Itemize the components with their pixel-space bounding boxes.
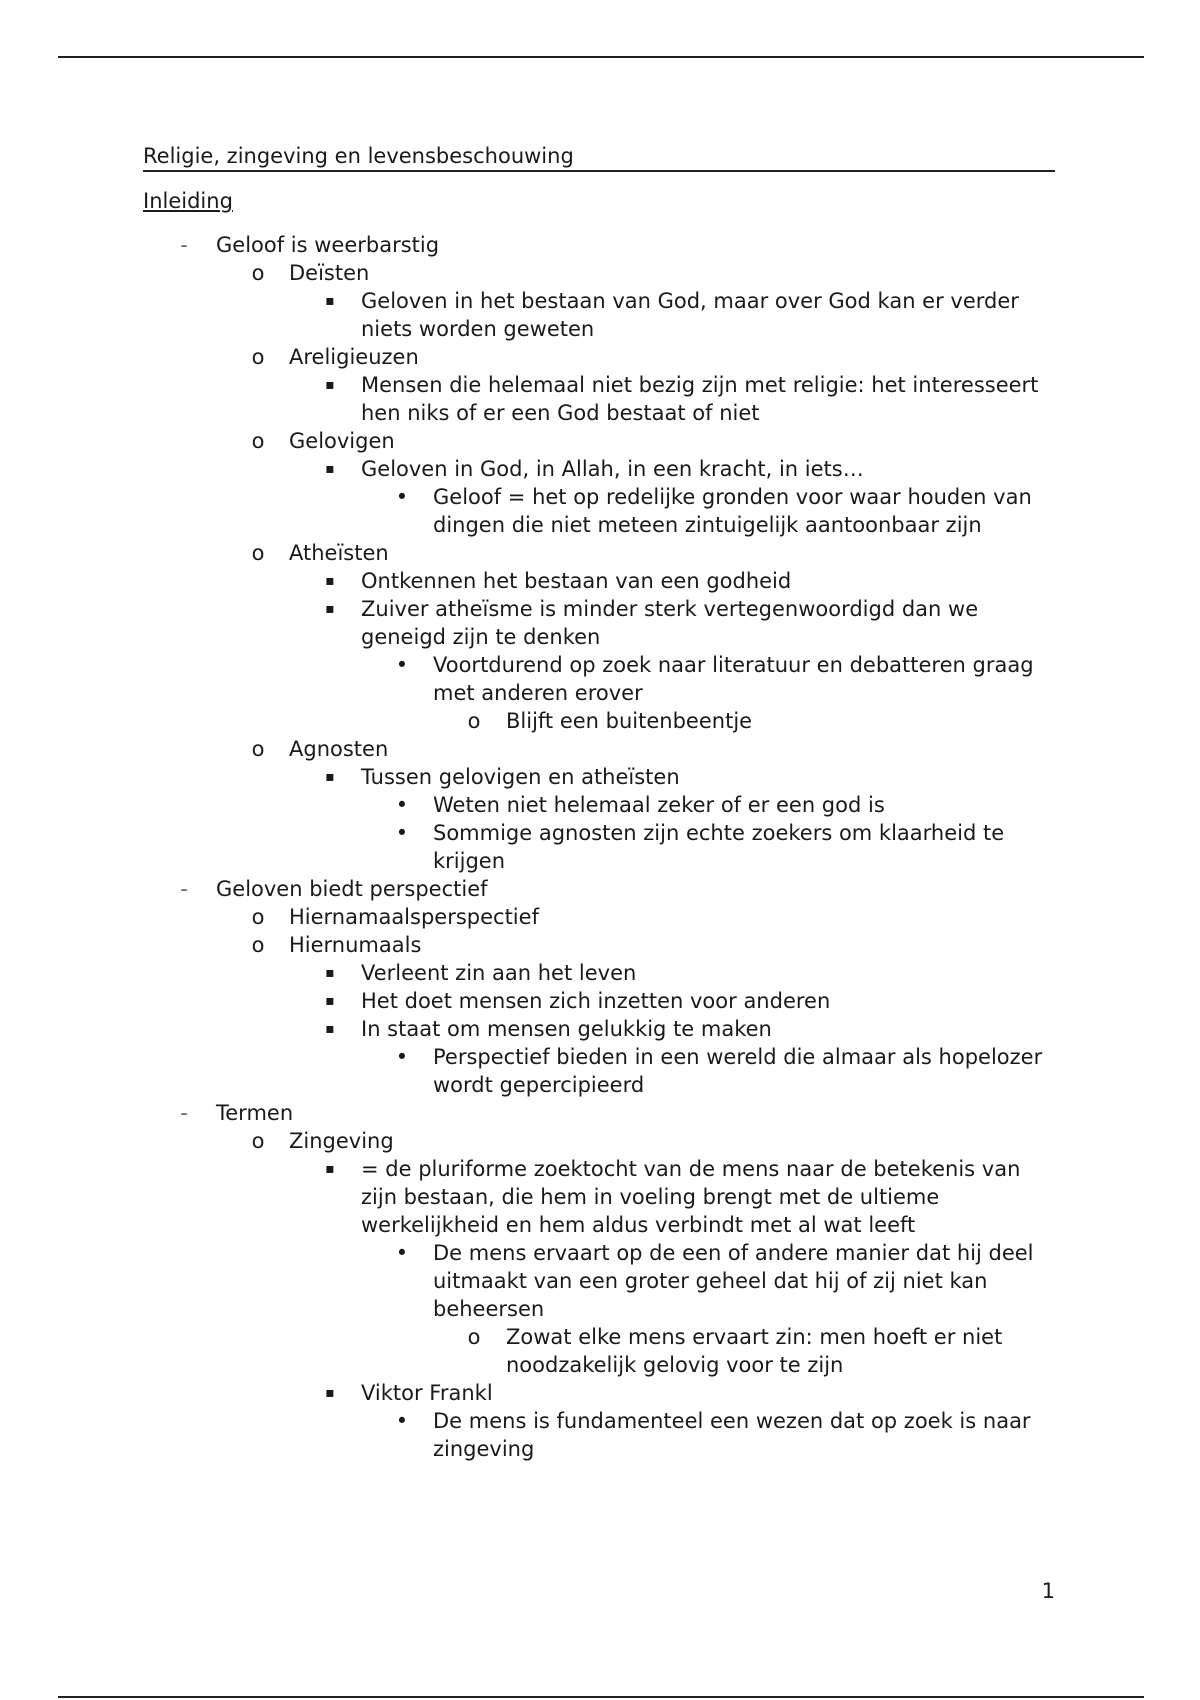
- outline-item: [0, 903, 1200, 931]
- outline-item: [0, 567, 1200, 595]
- outline-item-text: Geloof = het op redelijke gronden voor waar houden van dingen die niet meteen zintuigelijk aantoonbaar zijn: [433, 485, 1032, 537]
- outline-item-text: Zuiver atheïsme is minder sterk vertegenwoordigd dan we geneigd zijn te denken: [361, 597, 979, 649]
- outline-item: [0, 931, 1200, 959]
- outline-item-text: Hiernumaals: [289, 933, 422, 957]
- outline-item-text: Voortdurend op zoek naar literatuur en debatteren graag met anderen erover: [433, 653, 1034, 705]
- bullet-marker-icon: -: [180, 877, 188, 901]
- outline-item: [0, 427, 1200, 455]
- outline-item-text: Geloof is weerbarstig: [216, 233, 440, 257]
- outline-item: [0, 1043, 1200, 1099]
- bullet-marker-icon: ▪: [325, 1161, 335, 1177]
- outline-item-text: Perspectief bieden in een wereld die almaar als hopelozer wordt gepercipieerd: [433, 1045, 1043, 1097]
- outline-item: [0, 1127, 1200, 1155]
- header-rule: [58, 56, 1144, 58]
- bullet-marker-icon: o: [251, 541, 265, 565]
- bullet-marker-icon: ▪: [325, 769, 335, 785]
- outline-item: [0, 763, 1200, 791]
- bullet-marker-icon: o: [251, 261, 265, 285]
- outline-item: [0, 287, 1200, 343]
- outline-item: [0, 791, 1200, 819]
- outline-item: [0, 1323, 1200, 1379]
- outline-item-text: Agnosten: [289, 737, 389, 761]
- outline-item: [0, 371, 1200, 427]
- outline-item: [0, 735, 1200, 763]
- bullet-marker-icon: ▪: [325, 1385, 335, 1401]
- bullet-marker-icon: o: [251, 429, 265, 453]
- outline-item-text: Deïsten: [289, 261, 370, 285]
- outline-item: [0, 539, 1200, 567]
- outline-item-text: In staat om mensen gelukkig te maken: [361, 1017, 772, 1041]
- outline-item-text: Geloven in het bestaan van God, maar over God kan er verder niets worden geweten: [361, 289, 1019, 341]
- bullet-marker-icon: •: [395, 821, 409, 845]
- bullet-marker-icon: •: [395, 653, 409, 677]
- outline-item-text: = de pluriforme zoektocht van de mens naar de betekenis van zijn bestaan, die hem in voeling brengt met de ultieme werkelijkheid en hem aldus verbindt met al wat leeft: [361, 1157, 1021, 1237]
- outline-item-text: Termen: [216, 1101, 294, 1125]
- outline-item: [0, 1379, 1200, 1407]
- outline-item-text: De mens ervaart op de een of andere manier dat hij deel uitmaakt van een groter geheel dat hij of zij niet kan beheersen: [433, 1241, 1034, 1321]
- outline-item-text: Sommige agnosten zijn echte zoekers om klaarheid te krijgen: [433, 821, 1005, 873]
- footer-rule: [58, 1696, 1144, 1698]
- bullet-marker-icon: o: [251, 345, 265, 369]
- outline-item-text: Atheïsten: [289, 541, 389, 565]
- outline-item-text: Geloven biedt perspectief: [216, 877, 488, 901]
- outline-item: [0, 1015, 1200, 1043]
- bullet-marker-icon: ▪: [325, 377, 335, 393]
- bullet-marker-icon: -: [180, 233, 188, 257]
- bullet-marker-icon: o: [251, 1129, 265, 1153]
- outline-item: [0, 959, 1200, 987]
- outline-item: [0, 343, 1200, 371]
- bullet-marker-icon: ▪: [325, 993, 335, 1009]
- outline-item: [0, 231, 1200, 259]
- outline-item-text: Zowat elke mens ervaart zin: men hoeft er niet noodzakelijk gelovig voor te zijn: [506, 1325, 1003, 1377]
- outline-item: [0, 707, 1200, 735]
- bullet-marker-icon: •: [395, 1409, 409, 1433]
- section-heading: Inleiding: [143, 189, 233, 213]
- outline-item: [0, 1407, 1200, 1463]
- bullet-marker-icon: ▪: [325, 461, 335, 477]
- outline-item: [0, 455, 1200, 483]
- outline-item-text: Viktor Frankl: [361, 1381, 493, 1405]
- bullet-marker-icon: ▪: [325, 1021, 335, 1037]
- outline-item-text: Het doet mensen zich inzetten voor anderen: [361, 989, 831, 1013]
- outline-item-text: Areligieuzen: [289, 345, 419, 369]
- bullet-marker-icon: •: [395, 1045, 409, 1069]
- document-title: Religie, zingeving en levensbeschouwing: [143, 142, 1055, 172]
- outline-item: [0, 483, 1200, 539]
- bullet-marker-icon: •: [395, 793, 409, 817]
- outline-item-text: Tussen gelovigen en atheïsten: [361, 765, 680, 789]
- bullet-marker-icon: o: [251, 933, 265, 957]
- bullet-marker-icon: ▪: [325, 601, 335, 617]
- outline-item-text: Verleent zin aan het leven: [361, 961, 637, 985]
- outline-item-text: Hiernamaalsperspectief: [289, 905, 539, 929]
- outline-item: [0, 595, 1200, 651]
- bullet-marker-icon: o: [467, 1325, 481, 1349]
- outline-item-text: Gelovigen: [289, 429, 395, 453]
- outline-item: [0, 651, 1200, 707]
- outline-item-text: De mens is fundamenteel een wezen dat op zoek is naar zingeving: [433, 1409, 1031, 1461]
- bullet-marker-icon: ▪: [325, 573, 335, 589]
- outline-item: [0, 819, 1200, 875]
- bullet-marker-icon: •: [395, 1241, 409, 1265]
- outline-item: [0, 1239, 1200, 1323]
- outline-item-text: Ontkennen het bestaan van een godheid: [361, 569, 792, 593]
- outline-list: [0, 231, 1200, 1463]
- outline-item: [0, 1099, 1200, 1127]
- bullet-marker-icon: -: [180, 1101, 188, 1125]
- bullet-marker-icon: ▪: [325, 965, 335, 981]
- outline-item-text: Blijft een buitenbeentje: [506, 709, 753, 733]
- outline-item: [0, 987, 1200, 1015]
- outline-item: [0, 259, 1200, 287]
- bullet-marker-icon: •: [395, 485, 409, 509]
- bullet-marker-icon: o: [251, 737, 265, 761]
- outline-item-text: Geloven in God, in Allah, in een kracht, in iets…: [361, 457, 864, 481]
- page-number: 1: [1041, 1579, 1055, 1603]
- outline-item: [0, 1155, 1200, 1239]
- bullet-marker-icon: ▪: [325, 293, 335, 309]
- bullet-marker-icon: o: [467, 709, 481, 733]
- outline-item: [0, 875, 1200, 903]
- bullet-marker-icon: o: [251, 905, 265, 929]
- outline-item-text: Mensen die helemaal niet bezig zijn met religie: het interesseert hen niks of er een God bestaat of niet: [361, 373, 1039, 425]
- outline-item-text: Zingeving: [289, 1129, 394, 1153]
- outline-item-text: Weten niet helemaal zeker of er een god is: [433, 793, 885, 817]
